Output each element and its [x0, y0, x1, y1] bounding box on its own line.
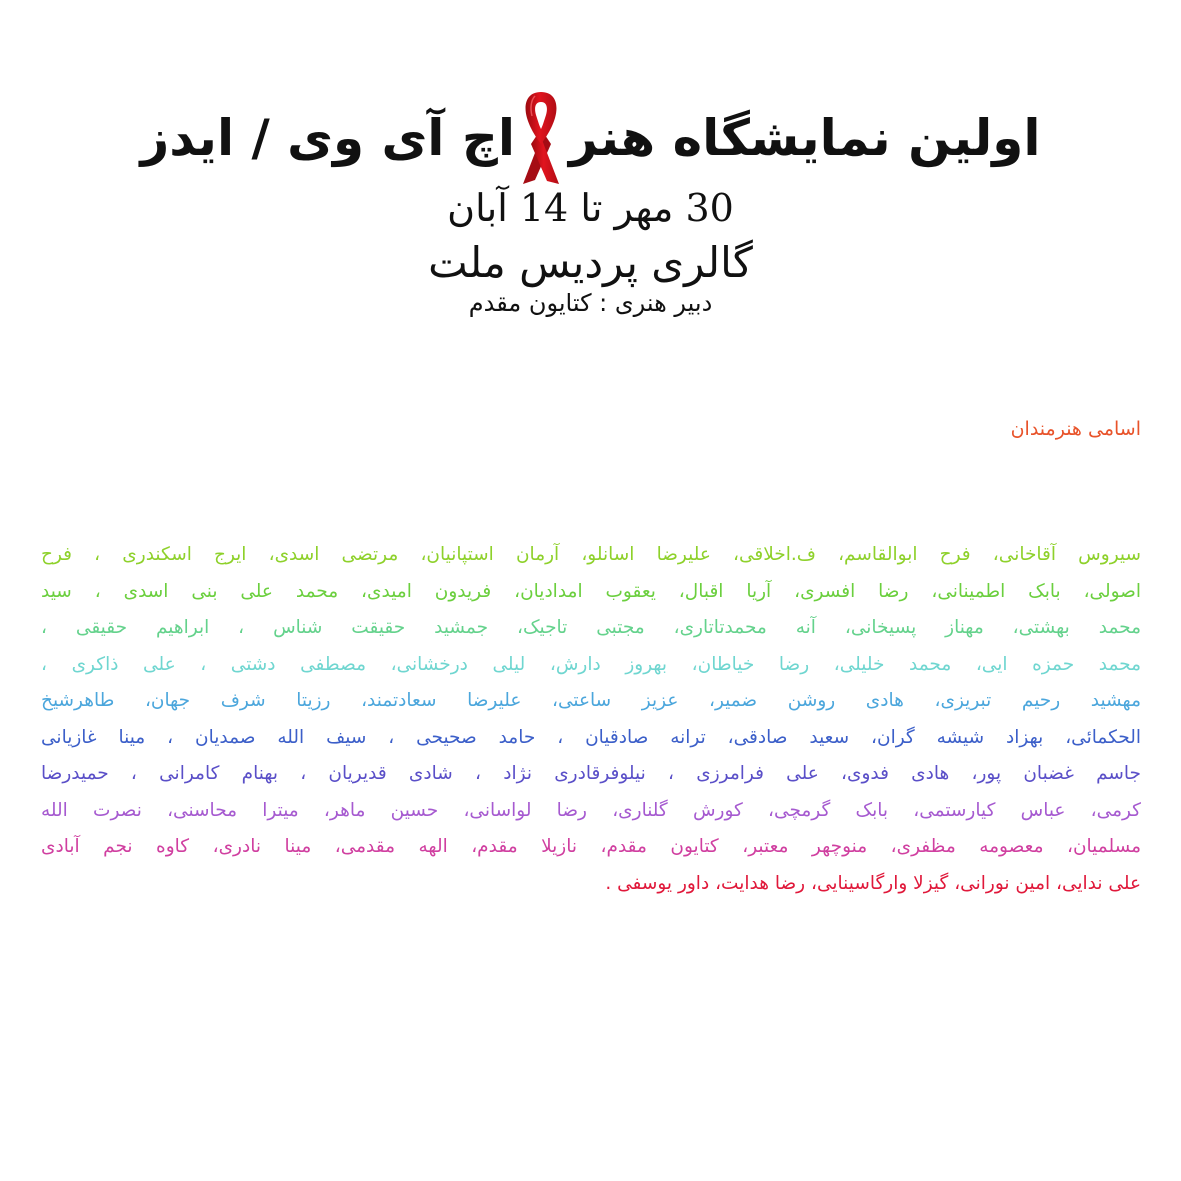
title-part-exhibition: اولین نمایشگاه هنر [569, 109, 1041, 167]
exhibition-dates: 30 مهر تا 14 آبان [447, 186, 734, 230]
artist-line: محمد بهشتی، مهناز پسیخانی، آنه محمدتاتاری، مجتبی تاجیک، جمشید حقیقت شناس ، ابراهیم حقیقی ، [41, 617, 1141, 638]
artist-line: محمد حمزه ایی، محمد خلیلی، رضا خیاطان، بهروز دارش، لیلی درخشانی، مصطفی دشتی ، علی ذاکری ، [41, 653, 1141, 675]
title-line [0, 88, 1181, 188]
artists-heading: اسامی هنرمندان [1010, 418, 1141, 440]
art-director: دبیر هنری : کتایون مقدم [468, 289, 713, 317]
red-ribbon-icon [513, 88, 571, 188]
artist-list [41, 537, 1141, 902]
artist-line: اصولی، بابک اطمینانی، رضا افسری، آریا اقبال، یعقوب امدادیان، فریدون امیدی، محمد علی بنی اسدی ، سید [41, 580, 1141, 602]
artist-line: سیروس آقاخانی، فرح ابوالقاسم، ف.اخلاقی، علیرضا اسانلو، آرمان استپانیان، مرتضی اسدی، ایرج اسکندری ، فرح [41, 544, 1141, 565]
artist-line: کرمی، عباس کیارستمی، بابک گرمچی، کورش گلناری، رضا لواسانی، حسین ماهر، میترا محاسنی، نصرت الله [41, 799, 1141, 821]
artist-line: جاسم غضبان پور، هادی فدوی، علی فرامرزی ، نیلوفرقادری نژاد ، شادی قدیریان ، بهنام کامرانی ، حمیدرضا [41, 763, 1141, 784]
artist-line: الحکمائی، بهزاد شیشه گران، سعید صادقی، ترانه صادقیان ، حامد صحیحی ، سیف الله صمدیان ، مینا غازیانی [41, 726, 1141, 748]
artist-line: مسلمیان، معصومه مظفری، منوچهر معتبر، کتایون مقدم، نازیلا مقدم، الهه مقدمی، مینا نادری، کاوه نجم آبادی [41, 836, 1141, 857]
artist-line: مهشید رحیم تبریزی، هادی روشن ضمیر، عزیز ساعتی، علیرضا سعادتمند، رزیتا شرف جهان، طاهرشیخ [41, 690, 1141, 711]
gallery-name: گالری پردیس ملت [428, 238, 753, 287]
poster-header [0, 88, 1181, 318]
artist-line: علی ندایی، امین نورانی، گیزلا وارگاسینایی، رضا هدایت، داور یوسفی . [605, 872, 1141, 894]
title-part-hiv-aids: اچ آی وی / ایدز [140, 109, 516, 167]
